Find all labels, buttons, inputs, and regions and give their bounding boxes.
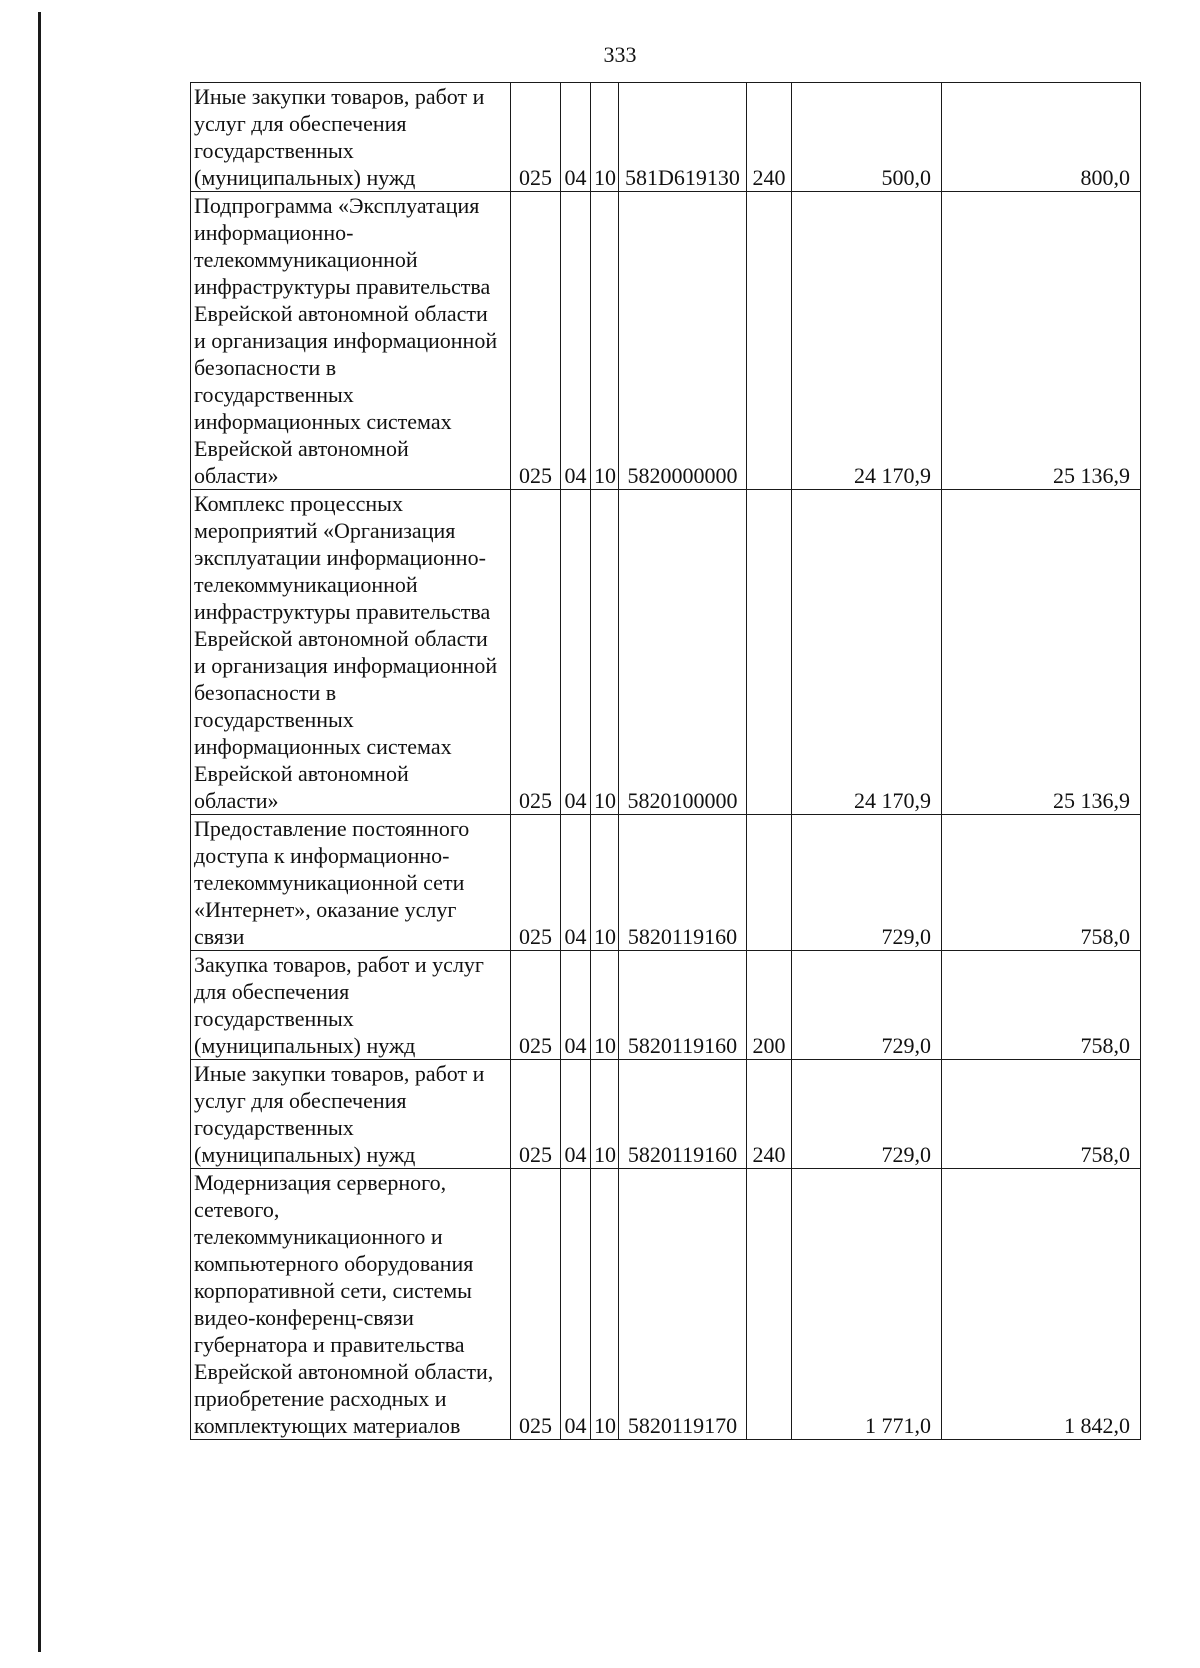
cell-sum-1: 24 170,9 <box>792 490 942 815</box>
cell-vr <box>747 815 792 951</box>
cell-sum-1: 24 170,9 <box>792 192 942 490</box>
cell-pr: 10 <box>591 192 619 490</box>
cell-ved: 025 <box>511 490 561 815</box>
budget-table <box>190 82 1141 1440</box>
cell-sum-2: 1 842,0 <box>942 1169 1141 1440</box>
table-row <box>191 192 1141 490</box>
cell-sum-1: 500,0 <box>792 83 942 192</box>
cell-vr: 200 <box>747 951 792 1060</box>
table-row <box>191 1060 1141 1169</box>
cell-sum-1: 1 771,0 <box>792 1169 942 1440</box>
cell-csr: 5820100000 <box>619 490 747 815</box>
cell-pr: 10 <box>591 951 619 1060</box>
cell-rz: 04 <box>561 1060 591 1169</box>
cell-csr: 5820000000 <box>619 192 747 490</box>
cell-name: Подпрограмма «Эксплуатация информационно- телекоммуникационной инфраструктуры правительства Еврейской автономной области и организация информационной безопасности в государственных информационных системах Еврейской автономной области» <box>191 192 511 490</box>
cell-csr: 5820119160 <box>619 951 747 1060</box>
cell-rz: 04 <box>561 1169 591 1440</box>
cell-rz: 04 <box>561 951 591 1060</box>
cell-rz: 04 <box>561 815 591 951</box>
cell-pr: 10 <box>591 1060 619 1169</box>
cell-ved: 025 <box>511 1169 561 1440</box>
cell-name: Закупка товаров, работ и услуг для обеспечения государственных (муниципальных) нужд <box>191 951 511 1060</box>
cell-name: Комплекс процессных мероприятий «Организация эксплуатации информационно- телекоммуникационной инфраструктуры правительства Еврейской автономной области и организация информационной безопасности в государственных информационных системах Еврейской автономной области» <box>191 490 511 815</box>
cell-pr: 10 <box>591 815 619 951</box>
cell-rz: 04 <box>561 83 591 192</box>
cell-vr: 240 <box>747 1060 792 1169</box>
cell-sum-2: 758,0 <box>942 951 1141 1060</box>
cell-pr: 10 <box>591 490 619 815</box>
cell-pr: 10 <box>591 1169 619 1440</box>
cell-vr <box>747 490 792 815</box>
cell-name: Иные закупки товаров, работ и услуг для обеспечения государственных (муниципальных) нужд <box>191 1060 511 1169</box>
cell-ved: 025 <box>511 815 561 951</box>
cell-sum-2: 758,0 <box>942 815 1141 951</box>
cell-sum-1: 729,0 <box>792 815 942 951</box>
table-row <box>191 815 1141 951</box>
cell-sum-2: 25 136,9 <box>942 490 1141 815</box>
cell-sum-1: 729,0 <box>792 951 942 1060</box>
cell-ved: 025 <box>511 951 561 1060</box>
table-row <box>191 1169 1141 1440</box>
cell-ved: 025 <box>511 1060 561 1169</box>
cell-name: Иные закупки товаров, работ и услуг для обеспечения государственных (муниципальных) нужд <box>191 83 511 192</box>
table-row <box>191 951 1141 1060</box>
cell-pr: 10 <box>591 83 619 192</box>
table-row <box>191 83 1141 192</box>
cell-name: Модернизация серверного, сетевого, телекоммуникационного и компьютерного оборудования корпоративной сети, системы видео-конференц-связи губернатора и правительства Еврейской автономной области, приобретение расходных и комплектующих материалов <box>191 1169 511 1440</box>
table-row <box>191 490 1141 815</box>
cell-vr: 240 <box>747 83 792 192</box>
cell-sum-1: 729,0 <box>792 1060 942 1169</box>
cell-ved: 025 <box>511 83 561 192</box>
cell-ved: 025 <box>511 192 561 490</box>
cell-csr: 5820119160 <box>619 815 747 951</box>
budget-table-body <box>191 83 1141 1440</box>
cell-vr <box>747 1169 792 1440</box>
page-number: 333 <box>603 42 637 67</box>
cell-csr: 581D619130 <box>619 83 747 192</box>
cell-rz: 04 <box>561 490 591 815</box>
cell-csr: 5820119170 <box>619 1169 747 1440</box>
cell-sum-2: 25 136,9 <box>942 192 1141 490</box>
cell-sum-2: 800,0 <box>942 83 1141 192</box>
binding-margin-line <box>38 12 41 1652</box>
cell-vr <box>747 192 792 490</box>
cell-sum-2: 758,0 <box>942 1060 1141 1169</box>
cell-csr: 5820119160 <box>619 1060 747 1169</box>
cell-rz: 04 <box>561 192 591 490</box>
cell-name: Предоставление постоянного доступа к информационно- телекоммуникационной сети «Интернет», оказание услуг связи <box>191 815 511 951</box>
